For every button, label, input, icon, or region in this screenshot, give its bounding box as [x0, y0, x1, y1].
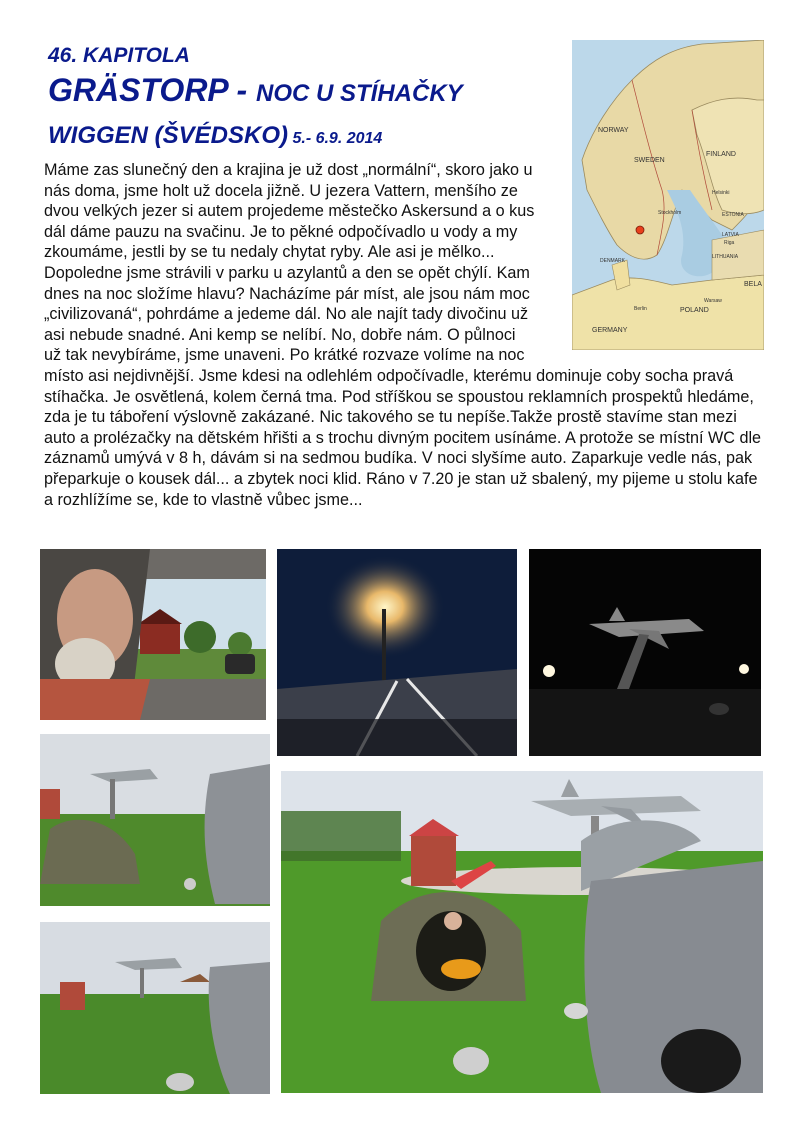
chapter-label: 46. KAPITOLA [48, 44, 190, 67]
map-label-estonia: ESTONIA [722, 212, 744, 218]
map-label-finland: FINLAND [706, 151, 736, 158]
page-title [48, 72, 463, 109]
map-label-lithuania: LITHUANIA [712, 254, 739, 260]
map-label-helsinki: Helsinki [712, 190, 730, 196]
title-main: GRÄSTORP - [48, 72, 257, 108]
photo-tent-jet-main [281, 771, 763, 1093]
photo-tent-jet-2 [40, 922, 270, 1094]
map-label-sweden: SWEDEN [634, 157, 665, 164]
map-label-denmark: DENMARK [600, 258, 626, 264]
map-label-bela: BELA [744, 281, 762, 288]
photo-car-driver [40, 549, 266, 720]
location-line [48, 122, 382, 150]
photo-night-jet [529, 549, 761, 756]
map-label-warsaw: Warsaw [704, 298, 722, 304]
map-label-berlin: Berlin [634, 306, 647, 312]
photo-tent-jet-1 [40, 734, 270, 906]
map-label-riga: Riga [724, 240, 735, 246]
map-label-stockholm: Stockholm [658, 210, 682, 216]
body-paragraph: Máme zas slunečný den a krajina je už dost „normální“, skoro jako u nás doma, jsme holt už docela jižně. U jezera Vattern, menšího ze dvou velkých jezer si autem projedeme městečko Askersund a o kus dál dáme pauzu na svačinu. Je to pěkné odpočívadlo u vody a my zkoumáme, jestli by se tu nedaly chytat ryby. Ale asi je mělko... Dopoledne jsme strávili v parku u azylantů a den se opět chýlí. Kam dnes na noc složíme hlavu? Nacházíme pár míst, ale jsou nám moc „civilizovaná“, pohrdáme a jedeme dál. No ale najít tady divočinu už asi nebude snadné. Ani kemp se nelíbí. No, dobře nám. O půlnoci už tak nevybíráme, jsme unaveni. Po krátké rozvaze volíme na noc místo asi nejdivnější. Jsme kdesi na odlehlém odpočívadle, kterému dominuje coby socha pravá stíhačka. Je osvětlená, kolem černá tma. Pod stříškou se spoustou reklamních prospektů hledáme, zda je tu táboření výslovně zakázané. Nic takového se tu nepíše.Takže prostě stavíme stan mezi auto a prolézačky na dětském hřišti a s trochu divným pocitem usínáme. A protože se místní WC dle záznamů umývá v 8 h, dávám si na sedmou budíka. V noci slyšíme auto. Zaparkuje vedle nás, pak přeparkuje o kousek dál... a zbytek noci klid. Ráno v 7.20 je stan už sbalený, my pijeme u stolu kafe a rozhlížíme se, kde to vlastně vůbec jsme... [44, 161, 762, 509]
title-sub: NOC U STÍHAČKY [256, 80, 463, 107]
body-text [44, 160, 770, 510]
map-label-latvia: LATVIA [722, 232, 739, 238]
map-label-norway: NORWAY [598, 127, 629, 134]
photo-night-road [277, 549, 517, 756]
location: WIGGEN (ŠVÉDSKO) [48, 122, 289, 149]
map-float-spacer [536, 160, 770, 356]
map-label-germany: GERMANY [592, 327, 628, 334]
date: 5.- 6.9. 2014 [292, 130, 383, 147]
map-label-poland: POLAND [680, 307, 709, 314]
